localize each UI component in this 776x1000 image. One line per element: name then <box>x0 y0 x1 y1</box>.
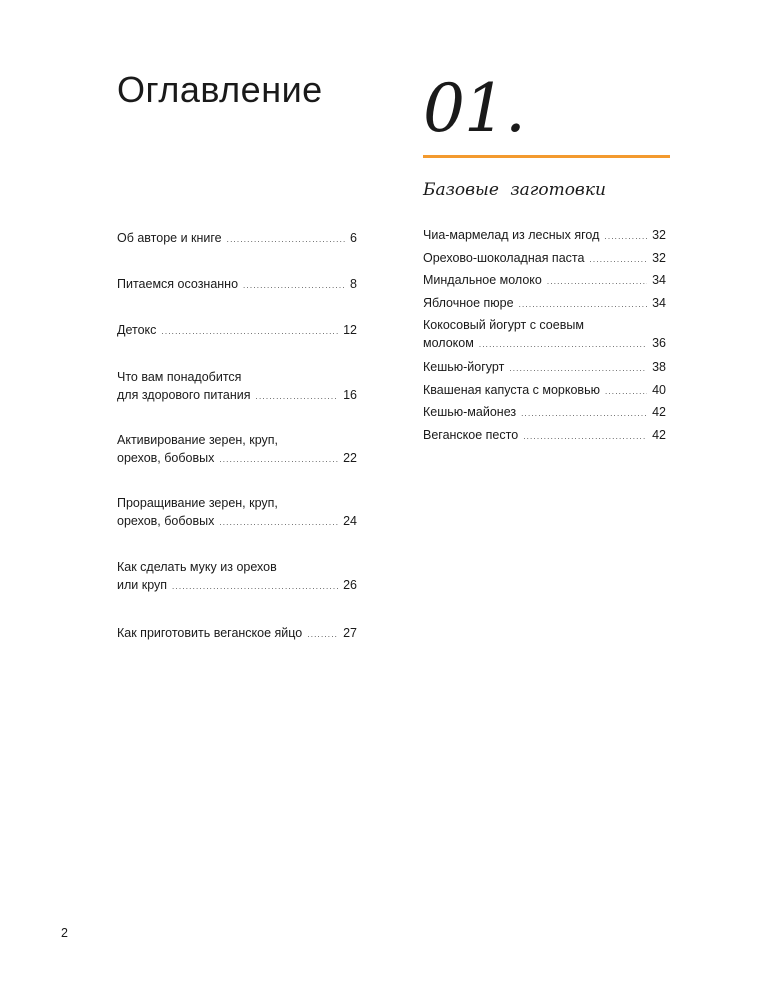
toc-entry-title: Орехово-шоколадная паста <box>423 251 585 265</box>
toc-entry[interactable] <box>423 249 666 267</box>
dot-leader <box>219 514 338 532</box>
toc-entry-title: для здорового питания <box>117 388 251 402</box>
page-title: Оглавление <box>117 69 323 110</box>
toc-entry[interactable] <box>423 426 666 444</box>
dot-leader <box>509 360 647 378</box>
toc-entry[interactable] <box>117 624 357 642</box>
toc-entry-page: 36 <box>652 336 666 350</box>
toc-entry[interactable] <box>117 431 357 467</box>
chapter-accent-rule <box>423 155 670 158</box>
toc-entry-title: Об авторе и книге <box>117 231 222 245</box>
toc-entry-title: Кешью-майонез <box>423 405 517 419</box>
toc-entry[interactable] <box>423 294 666 312</box>
toc-entry-page: 16 <box>343 388 357 402</box>
toc-entry[interactable] <box>423 403 666 421</box>
toc-entry[interactable] <box>423 271 666 289</box>
toc-entry-title: Яблочное пюре <box>423 296 514 310</box>
toc-entry-title: Кешью-йогурт <box>423 360 505 374</box>
toc-entry-title: орехов, бобовых <box>117 451 215 465</box>
toc-entry-title: Проращивание зерен, круп, <box>117 496 278 510</box>
toc-entry[interactable] <box>117 494 357 530</box>
toc-entry-page: 27 <box>343 626 357 640</box>
dot-leader <box>605 383 647 401</box>
toc-entry-title: Детокс <box>117 323 157 337</box>
toc-entry[interactable] <box>423 226 666 244</box>
chapter-number: 01. <box>423 70 525 147</box>
dot-leader <box>547 273 647 291</box>
toc-entry-title: Питаемся осознанно <box>117 277 239 291</box>
toc-entry-page: 32 <box>652 251 666 265</box>
toc-entry-title: Квашеная капуста с морковью <box>423 383 600 397</box>
dot-leader <box>256 388 339 406</box>
toc-entry-page: 42 <box>652 428 666 442</box>
dot-leader <box>479 336 647 354</box>
dot-leader <box>589 251 647 269</box>
toc-entry-title: Как приготовить веганское яйцо <box>117 626 303 640</box>
toc-entry-page: 26 <box>343 578 357 592</box>
toc-entry-page: 34 <box>652 273 666 287</box>
toc-entry-page: 8 <box>350 277 357 291</box>
toc-entry-page: 32 <box>652 228 666 242</box>
toc-entry-title: Активирование зерен, круп, <box>117 433 279 447</box>
toc-entry-title: Миндальное молоко <box>423 273 542 287</box>
toc-entry[interactable] <box>117 321 357 339</box>
chapter-title: Базовые заготовки <box>423 180 606 200</box>
toc-entry-title: молоком <box>423 336 474 350</box>
dot-leader <box>519 296 648 314</box>
page-number: 2 <box>61 926 68 940</box>
toc-entry-title: или круп <box>117 578 168 592</box>
toc-entry-title: орехов, бобовых <box>117 514 215 528</box>
toc-entry[interactable] <box>117 275 357 293</box>
dot-leader <box>161 323 338 341</box>
dot-leader <box>172 578 338 596</box>
dot-leader <box>523 428 647 446</box>
toc-entry-title: Кокосовый йогурт с соевым <box>423 318 584 332</box>
toc-entry-title: Чиа-мармелад из лесных ягод <box>423 228 600 242</box>
toc-entry-title: Что вам понадобится <box>117 370 242 384</box>
toc-entry-page: 38 <box>652 360 666 374</box>
toc-entry-page: 40 <box>652 383 666 397</box>
dot-leader <box>227 231 345 249</box>
toc-entry-page: 42 <box>652 405 666 419</box>
toc-entry[interactable] <box>117 229 357 247</box>
toc-entry[interactable] <box>117 368 357 404</box>
toc-entry-title: Как сделать муку из орехов <box>117 560 277 574</box>
toc-entry-page: 34 <box>652 296 666 310</box>
dot-leader <box>219 451 338 469</box>
toc-entry-page: 22 <box>343 451 357 465</box>
dot-leader <box>243 277 345 295</box>
dot-leader <box>604 228 647 246</box>
dot-leader <box>307 626 338 644</box>
dot-leader <box>521 405 647 423</box>
toc-entry-title: Веганское песто <box>423 428 519 442</box>
toc-entry-page: 6 <box>350 231 357 245</box>
toc-entry[interactable] <box>423 316 666 352</box>
toc-entry[interactable] <box>423 358 666 376</box>
toc-entry[interactable] <box>117 558 357 594</box>
toc-entry[interactable] <box>423 381 666 399</box>
toc-entry-page: 24 <box>343 514 357 528</box>
toc-entry-page: 12 <box>343 323 357 337</box>
